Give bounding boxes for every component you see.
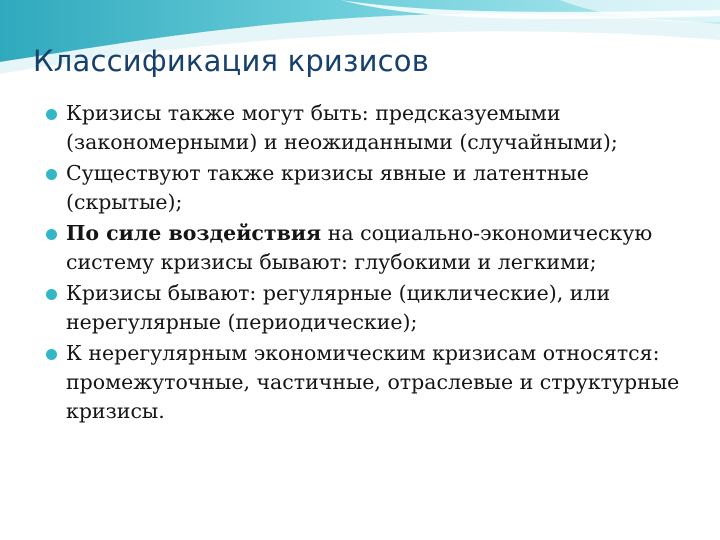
- bullet-text: Существуют также кризисы явные и латентные (скрытые);: [66, 161, 589, 214]
- bullet-item: [46, 99, 706, 157]
- bullet-list: [46, 99, 706, 428]
- bullet-icon: [46, 109, 57, 120]
- bullet-item: [46, 159, 706, 217]
- slide-title: Классификация кризисов: [33, 44, 430, 78]
- bullet-icon: [46, 349, 57, 360]
- bullet-icon: [46, 229, 57, 240]
- bullet-item: [46, 339, 706, 426]
- bullet-text: Кризисы также могут быть: предсказуемыми (закономерными) и неожиданными (случайными);: [66, 101, 618, 154]
- bullet-text: К нерегулярным экономическим кризисам относятся: промежуточные, частичные, отраслевые и структурные кризисы.: [66, 341, 680, 423]
- bullet-item: [46, 219, 706, 277]
- bullet-text: [66, 221, 652, 274]
- bullet-bold-phrase: По силе воздействия: [66, 221, 322, 245]
- bullet-icon: [46, 169, 57, 180]
- bullet-rest-text: на социально-экономическую систему кризисы бывают: глубокими и легкими;: [66, 221, 653, 274]
- bullet-icon: [46, 289, 57, 300]
- bullet-text: Кризисы бывают: регулярные (циклические), или нерегулярные (периодические);: [66, 281, 611, 334]
- bullet-item: [46, 279, 706, 337]
